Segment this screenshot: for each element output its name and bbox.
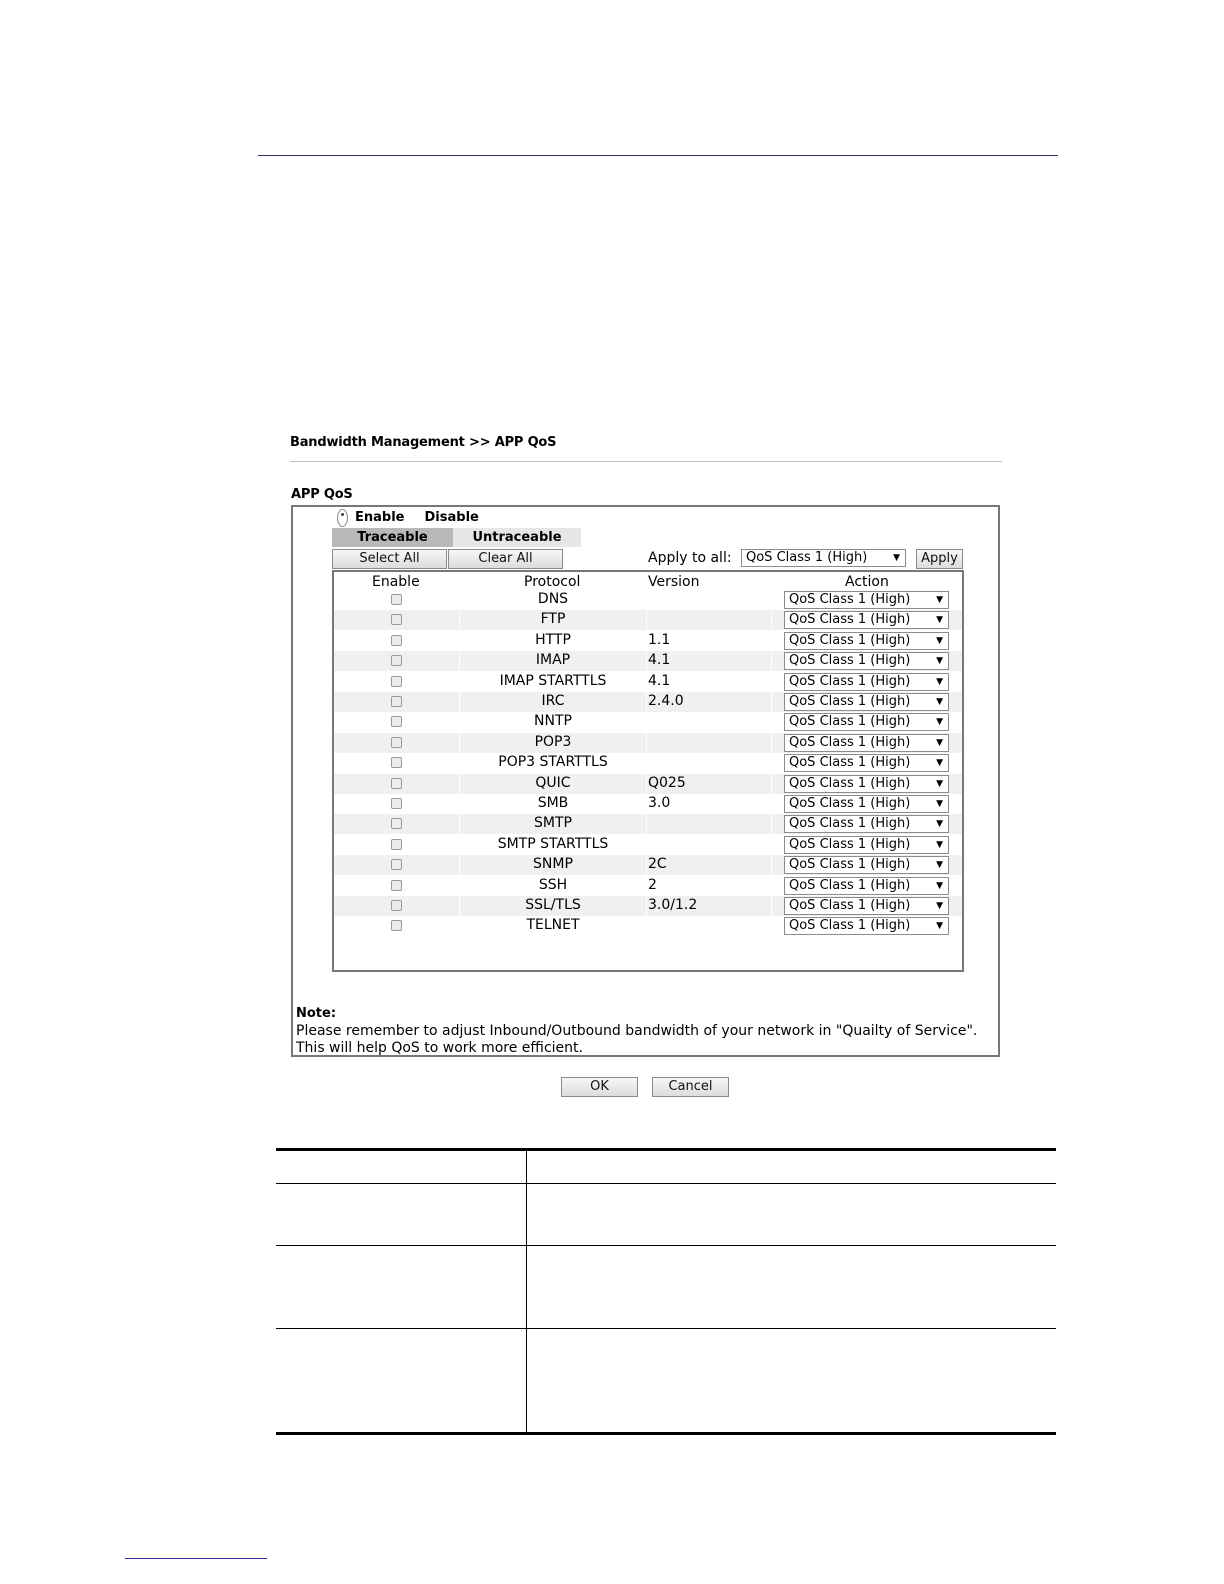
enable-checkbox[interactable] — [391, 798, 402, 809]
action-value: QoS Class 1 (High) — [789, 796, 911, 811]
chevron-down-icon: ▼ — [936, 901, 943, 911]
action-select[interactable] — [784, 713, 949, 731]
footer-link-rule — [125, 1558, 267, 1559]
action-select[interactable] — [784, 917, 949, 935]
table-row — [334, 896, 962, 916]
action-select[interactable] — [784, 693, 949, 711]
table-row — [334, 733, 962, 753]
protocol-cell: POP3 — [534, 733, 572, 750]
table-row-rule — [276, 1183, 1056, 1184]
table-top-rule — [276, 1148, 1056, 1151]
table-row-rule — [276, 1328, 1056, 1329]
enable-checkbox[interactable] — [391, 676, 402, 687]
version-cell: 2C — [648, 856, 667, 873]
enable-checkbox[interactable] — [391, 635, 402, 646]
column-header-action: Action — [845, 574, 889, 590]
protocol-cell: DNS — [537, 591, 569, 607]
action-select[interactable] — [784, 632, 949, 650]
protocol-tabs — [332, 528, 581, 547]
column-header-enable: Enable — [372, 574, 420, 590]
protocol-cell: SSL/TLS — [525, 897, 581, 913]
tab-traceable[interactable]: Traceable — [332, 528, 453, 547]
protocol-cell: SNMP — [533, 856, 573, 873]
chevron-down-icon: ▼ — [893, 553, 900, 563]
protocol-cell: SMTP — [534, 815, 572, 832]
page-header-rule — [258, 155, 1058, 156]
action-value: QoS Class 1 (High) — [789, 857, 911, 873]
enable-radio-label[interactable]: Enable — [355, 510, 405, 525]
table-row — [334, 712, 962, 732]
chevron-down-icon: ▼ — [936, 595, 943, 605]
action-value: QoS Class 1 (High) — [789, 755, 911, 771]
table-row — [334, 672, 962, 692]
enable-checkbox[interactable] — [391, 737, 402, 748]
chevron-down-icon: ▼ — [936, 839, 943, 850]
action-value: QoS Class 1 (High) — [789, 653, 911, 669]
action-select[interactable] — [784, 611, 949, 629]
action-value: QoS Class 1 (High) — [789, 877, 911, 893]
version-cell: 3.0 — [648, 795, 671, 811]
table-row — [334, 855, 962, 875]
action-select[interactable] — [784, 775, 949, 793]
table-row — [334, 631, 962, 651]
action-select[interactable] — [784, 815, 949, 833]
table-row — [334, 651, 962, 671]
action-value: QoS Class 1 (High) — [789, 775, 911, 791]
enable-checkbox[interactable] — [391, 900, 402, 911]
enable-checkbox[interactable] — [391, 655, 402, 666]
enable-checkbox[interactable] — [391, 839, 402, 850]
protocol-cell: HTTP — [535, 631, 571, 648]
action-value: QoS Class 1 (High) — [789, 612, 911, 628]
breadcrumb: Bandwidth Management >> APP QoS — [290, 435, 557, 450]
table-row-rule — [276, 1245, 1056, 1246]
enable-checkbox[interactable] — [391, 594, 402, 605]
action-value: QoS Class 1 (High) — [789, 816, 911, 832]
table-column-divider — [526, 1148, 527, 1433]
ok-button[interactable]: OK — [561, 1077, 638, 1097]
protocol-cell: IRC — [541, 693, 565, 709]
apply-to-all-label: Apply to all: — [648, 550, 732, 566]
action-value: QoS Class 1 (High) — [789, 632, 911, 648]
action-select[interactable] — [784, 673, 949, 691]
mode-radio-group — [337, 510, 499, 525]
action-value: QoS Class 1 (High) — [789, 836, 911, 852]
chevron-down-icon: ▼ — [936, 778, 943, 789]
column-header-protocol: Protocol — [524, 574, 581, 590]
chevron-down-icon: ▼ — [936, 656, 943, 667]
table-row — [334, 876, 962, 896]
table-row — [334, 794, 962, 814]
action-select[interactable] — [784, 652, 949, 670]
table-row — [334, 753, 962, 773]
table-row — [334, 692, 962, 712]
section-title: APP QoS — [291, 487, 353, 502]
action-value: QoS Class 1 (High) — [789, 918, 911, 934]
note-title: Note: — [296, 1006, 337, 1021]
action-select[interactable] — [784, 856, 949, 874]
table-row — [334, 835, 962, 855]
protocol-cell: IMAP STARTTLS — [499, 672, 607, 689]
action-select[interactable] — [784, 897, 949, 915]
note-line-1: Please remember to adjust Inbound/Outbound bandwidth of your network in "Quailty of Service". — [296, 1023, 978, 1039]
apply-to-all-select[interactable] — [741, 549, 906, 567]
chevron-down-icon: ▼ — [936, 635, 943, 646]
chevron-down-icon: ▼ — [936, 799, 943, 809]
action-value: QoS Class 1 (High) — [789, 898, 911, 913]
protocol-cell: FTP — [540, 611, 566, 628]
action-select[interactable] — [784, 877, 949, 895]
action-select[interactable] — [784, 591, 949, 609]
chevron-down-icon: ▼ — [936, 880, 943, 891]
version-cell: 2.4.0 — [648, 693, 684, 709]
disable-radio[interactable] — [337, 509, 348, 527]
chevron-down-icon: ▼ — [936, 737, 943, 748]
description-table — [276, 1148, 1056, 1435]
protocol-cell: NNTP — [534, 713, 572, 730]
enable-checkbox[interactable] — [391, 880, 402, 891]
protocol-cell: IMAP — [535, 652, 571, 669]
chevron-down-icon: ▼ — [936, 615, 943, 626]
table-row — [334, 916, 962, 936]
protocol-cell: SMTP STARTTLS — [497, 835, 609, 852]
protocol-cell: QUIC — [535, 774, 571, 791]
action-select[interactable] — [784, 734, 949, 752]
version-cell: 4.1 — [648, 652, 671, 669]
table-row — [334, 590, 962, 610]
version-cell: 1.1 — [648, 631, 671, 648]
enable-checkbox[interactable] — [391, 757, 402, 768]
enable-checkbox[interactable] — [391, 716, 402, 727]
table-bottom-rule — [276, 1432, 1056, 1435]
note-line-2: This will help QoS to work more efficient. — [296, 1040, 583, 1056]
action-value: QoS Class 1 (High) — [789, 734, 911, 750]
action-select[interactable] — [784, 836, 949, 854]
table-row — [334, 610, 962, 630]
version-cell: 4.1 — [648, 672, 671, 689]
tab-untraceable[interactable]: Untraceable — [453, 528, 581, 547]
action-value: QoS Class 1 (High) — [789, 673, 911, 689]
action-value: QoS Class 1 (High) — [789, 714, 911, 730]
chevron-down-icon: ▼ — [936, 819, 943, 830]
clear-all-button[interactable]: Clear All — [448, 549, 563, 569]
disable-radio-label[interactable]: Disable — [424, 510, 479, 525]
action-select[interactable] — [784, 795, 949, 813]
enable-checkbox[interactable] — [391, 859, 402, 870]
chevron-down-icon: ▼ — [936, 758, 943, 769]
table-row — [334, 814, 962, 834]
enable-checkbox[interactable] — [391, 920, 402, 931]
enable-checkbox[interactable] — [391, 778, 402, 789]
chevron-down-icon: ▼ — [936, 921, 943, 932]
select-all-button[interactable]: Select All — [332, 549, 447, 569]
cancel-button[interactable]: Cancel — [652, 1077, 729, 1097]
action-value: QoS Class 1 (High) — [789, 592, 911, 607]
table-row — [334, 774, 962, 794]
enable-checkbox[interactable] — [391, 614, 402, 625]
version-cell: 3.0/1.2 — [648, 897, 698, 913]
chevron-down-icon: ▼ — [936, 717, 943, 728]
enable-checkbox[interactable] — [391, 696, 402, 707]
chevron-down-icon: ▼ — [936, 676, 943, 687]
protocol-cell: SMB — [537, 795, 569, 811]
protocol-cell: POP3 STARTTLS — [498, 754, 608, 771]
action-value: QoS Class 1 (High) — [789, 694, 911, 709]
column-header-version: Version — [648, 574, 700, 590]
apply-button[interactable]: Apply — [916, 549, 963, 569]
action-select[interactable] — [784, 754, 949, 772]
apply-to-all-value: QoS Class 1 (High) — [746, 550, 868, 565]
protocol-cell: SSH — [538, 876, 568, 893]
version-cell: 2 — [648, 876, 657, 893]
chevron-down-icon: ▼ — [936, 860, 943, 871]
chevron-down-icon: ▼ — [936, 697, 943, 707]
protocol-cell: TELNET — [526, 917, 580, 934]
enable-checkbox[interactable] — [391, 818, 402, 829]
breadcrumb-divider — [290, 461, 1002, 462]
version-cell: Q025 — [648, 774, 686, 791]
